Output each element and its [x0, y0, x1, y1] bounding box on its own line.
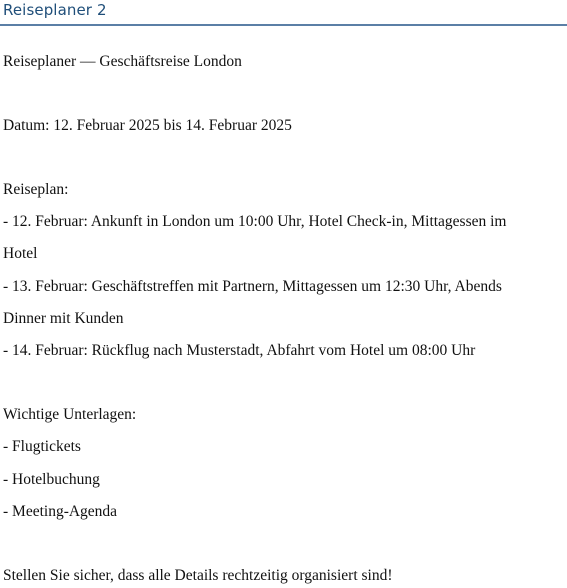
- plan-item-3: - 14. Februar: Rückflug nach Musterstadt, Abfahrt vom Hotel um 08:00 Uhr: [3, 342, 476, 359]
- plan-item-2-line-2: Dinner mit Kunden: [3, 310, 124, 327]
- plan-heading: Reiseplan:: [3, 181, 69, 198]
- date-line: Datum: 12. Februar 2025 bis 14. Februar 2025: [3, 117, 292, 134]
- docs-item-meeting-agenda: - Meeting-Agenda: [3, 503, 118, 520]
- docs-item-hotelbuchung: - Hotelbuchung: [3, 471, 100, 488]
- closing-note: Stellen Sie sicher, dass alle Details rechtzeitig organisiert sind!: [3, 567, 393, 584]
- document-title: Reiseplaner — Geschäftsreise London: [3, 53, 242, 70]
- header-title: Reiseplaner 2: [3, 1, 107, 19]
- docs-item-flugtickets: - Flugtickets: [3, 438, 81, 455]
- plan-item-1-line-2: Hotel: [3, 245, 38, 262]
- plan-item-2-line-1: - 13. Februar: Geschäftstreffen mit Partnern, Mittagessen um 12:30 Uhr, Abends: [3, 278, 502, 295]
- plan-item-1-line-1: - 12. Februar: Ankunft in London um 10:00 Uhr, Hotel Check-in, Mittagessen im: [3, 213, 507, 230]
- docs-heading: Wichtige Unterlagen:: [3, 406, 137, 423]
